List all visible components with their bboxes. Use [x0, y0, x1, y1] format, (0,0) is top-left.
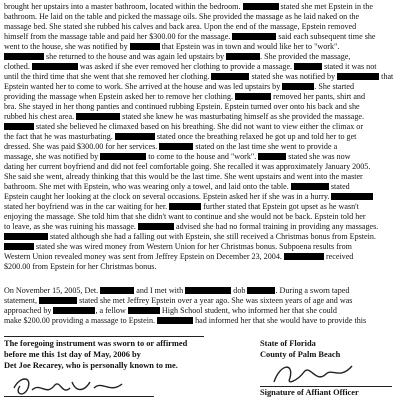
signature-label: Signature of Affiant Officer — [260, 388, 359, 397]
body-line: Epstein wanted her to come to work. She arrived at the house and was led upstairs by . She started — [4, 82, 355, 91]
redaction-bar — [100, 287, 134, 294]
body-line: went to the house, she was notified by that Epstein was in town and would like her to "work". — [4, 42, 340, 51]
body-line: she returned to the house and was again led upstairs by . She provided the massage, — [4, 52, 396, 62]
redaction-bar — [4, 123, 34, 130]
redaction-bar — [291, 183, 329, 190]
redaction-bar — [169, 203, 201, 210]
body-line: providing the massage when Epstein asked her to remove her clothing. removed her pants, shirt and — [4, 92, 366, 101]
redaction-bar — [130, 43, 160, 50]
body-line: approached by , a fellow High School student, who informed her that she could — [4, 306, 337, 315]
redaction-bar — [32, 63, 78, 70]
body-line: stated she believed he climaxed based on his breathing. She did not want to view either the climax or — [4, 122, 396, 132]
redaction-bar — [100, 153, 146, 160]
body-line: Western Union revealed money was sent from Jeffrey Epstein on December 23, 2004. received — [4, 252, 354, 261]
notary-signature-rule — [4, 396, 154, 397]
redaction-bar — [4, 53, 44, 60]
redaction-bar — [53, 307, 95, 314]
body-line: massage bed. She stated she rubbed his calves and back area. Upon the end of the massage, Epstein removed — [4, 22, 357, 31]
body-line: stated she was wired money from Western Union for her Christmas bonus. Subpoena results from — [4, 242, 396, 252]
body-line: rubbed his chest area. stated she knew he was masturbating himself as she provided the massage. — [4, 112, 365, 121]
body-line: stated her boyfriend was in the car waiting for her. further stated that Epstein got upset as he wasn't — [4, 202, 359, 211]
body-line: She said she went, already thinking that this would be the last time. She went upstairs and went into the master — [4, 172, 363, 181]
body-line: statement, stated she met Jeffrey Epstein over a year ago. She was sixteen years of age and was — [4, 296, 353, 305]
redaction-bar — [4, 233, 48, 240]
redaction-bar — [235, 93, 271, 100]
redaction-bar — [258, 153, 286, 160]
body-line: bathroom. She met with Epstein, who was wearing only a towel, and laid onto the table. stated — [4, 182, 350, 191]
body-line: make $200.00 providing a massage to Epstein. had informed her that she would have to provide this — [4, 316, 367, 325]
redaction-bar — [294, 63, 322, 70]
redaction-bar — [138, 223, 174, 230]
county-label: County of Palm Beach — [260, 350, 341, 359]
body-line: to leave, as she was ruining his massage. advised she had no formal training in providing any massages. — [4, 222, 379, 231]
body-line: brought her upstairs into a master bathroom, located within the bedroom. stated she met Epstein in the — [4, 2, 373, 11]
redaction-bar — [159, 143, 193, 150]
body-line: Epstein caught her looking at the clock on several occasions. Epstein asked her if she was in a hurry. — [4, 192, 396, 202]
body-line: dating her current boyfriend and did not feel comfortable going. She recalled it was approximately January 2005. — [4, 162, 371, 171]
redaction-bar — [39, 297, 77, 304]
sworn-line-1: The foregoing instrument was sworn to or affirmed — [4, 339, 188, 348]
affiant-signature-rule — [260, 386, 392, 387]
body-line: enjoying the massage. She told him that she didn't want to continue and she would not be back. Epstein told her — [4, 212, 366, 221]
redaction-bar — [115, 133, 155, 140]
body-line: dressed. She was paid $300.00 for her services. stated on the last time she went to provide a — [4, 142, 338, 151]
body-line: bra. She stayed in her thong panties and continued rubbing Epstein. Epstein turned over onto his back and she — [4, 102, 360, 111]
redaction-bar — [226, 53, 260, 60]
sworn-line-3: Det Joe Recarey, who is personally known to me. — [4, 361, 178, 370]
redaction-bar — [243, 3, 279, 10]
body-line: until the third time that she went that she removed her clothing. stated she was notified by that — [4, 72, 394, 81]
redaction-bar — [157, 317, 193, 324]
redaction-bar — [282, 83, 314, 90]
body-line: stated although she had a falling out with Epstein, she still received a Christmas bonus from Epstein. — [4, 232, 396, 242]
redaction-bar — [331, 193, 373, 200]
body-line: $200.00 from Epstein for her Christmas bonus. — [4, 262, 157, 271]
body-line: On November 15, 2005, Det. and I met with dob . During a sworn taped — [4, 286, 350, 295]
body-line: clothed. was asked if she ever removed her clothing to provide a massage. stated it was not — [4, 62, 377, 71]
sworn-rule — [4, 336, 204, 337]
body-line: massage, she was notified by to come to the house and "work". stated she was now — [4, 152, 351, 161]
body-line: himself from the massage table and paid her $300.00 for the massage. said each subsequent time she — [4, 32, 376, 41]
sworn-line-2: before me this 1st day of May, 2006 by — [4, 350, 141, 359]
redaction-bar — [284, 253, 324, 260]
redaction-bar — [337, 73, 379, 80]
state-label: State of Florida — [260, 339, 316, 348]
redaction-bar — [4, 243, 34, 250]
body-line: bathroom. He laid on the table and picked the massage oils. She provided the massage as he laid naked on the — [4, 12, 360, 21]
affiant-signature-image — [268, 360, 358, 388]
redaction-bar — [247, 287, 275, 294]
redaction-bar — [185, 287, 231, 294]
body-line: the fact that he was masturbating. stated once the breathing relaxed he got up and told her to get — [4, 132, 357, 141]
redaction-bar — [128, 307, 160, 314]
redaction-bar — [211, 73, 249, 80]
redaction-bar — [232, 33, 276, 40]
redaction-bar — [76, 113, 120, 120]
